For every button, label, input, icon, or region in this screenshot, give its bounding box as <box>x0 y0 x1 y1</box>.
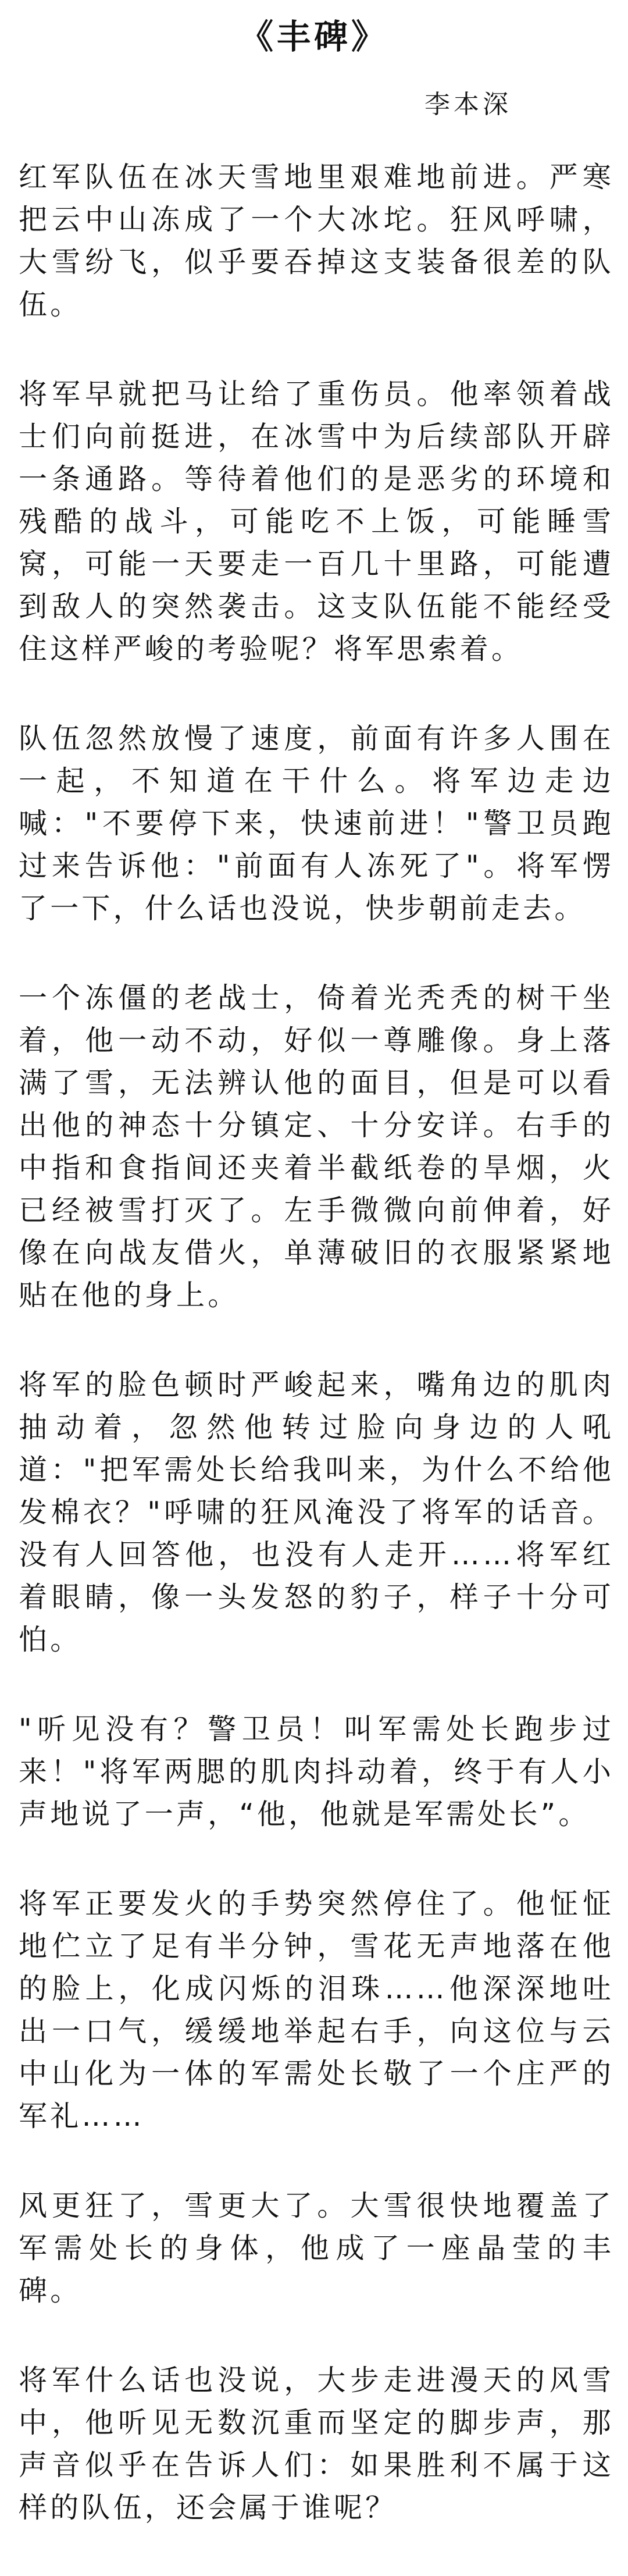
paragraph-5: 将军的脸色顿时严峻起来，嘴角边的肌肉抽动着，忽然他转过脸向身边的人吼道："把军需处长给我叫来，为什么不给他发棉衣？"呼啸的狂风淹没了将军的话音。没有人回答他，也没有人走开……将军红着眼睛，像一头发怒的豹子，样子十分可怕。 <box>19 1368 614 1656</box>
paragraph-9: 将军什么话也没说，大步走进漫天的风雪中，他听见无数沉重而坚定的脚步声，那声音似乎在告诉人们：如果胜利不属于这样的队伍，还会属于谁呢？ <box>19 2364 614 2524</box>
paragraph-7: 将军正要发火的手势突然停住了。他怔怔地伫立了足有半分钟，雪花无声地落在他的脸上，化成闪烁的泪珠……他深深地吐出一口气，缓缓地举起右手，向这位与云中山化为一体的军需处长敬了一个庄严的军礼…… <box>19 1887 614 2133</box>
article-author: 李本深 <box>424 90 512 119</box>
paragraph-1: 红军队伍在冰天雪地里艰难地前进。严寒把云中山冻成了一个大冰坨。狂风呼啸，大雪纷飞，似乎要吞掉这支装备很差的队伍。 <box>19 161 614 321</box>
article-body <box>19 156 614 2576</box>
paragraph-8: 风更狂了，雪更大了。大雪很快地覆盖了军需处长的身体，他成了一座晶莹的丰碑。 <box>19 2189 614 2307</box>
article-title: 《丰碑》 <box>239 17 388 56</box>
paragraph-6: "听见没有？警卫员！叫军需处长跑步过来！"将军两腮的肌肉抖动着，终于有人小声地说了一声，“他，他就是军需处长”。 <box>19 1713 614 1831</box>
paragraph-4: 一个冻僵的老战士，倚着光秃秃的树干坐着，他一动不动，好似一尊雕像。身上落满了雪，无法辨认他的面目，但是可以看出他的神态十分镇定、十分安详。右手的中指和食指间还夹着半截纸卷的旱烟，火已经被雪打灭了。左手微微向前伸着，好像在向战友借火，单薄破旧的衣服紧紧地贴在他的身上。 <box>19 981 614 1312</box>
paragraph-2: 将军早就把马让给了重伤员。他率领着战士们向前挺进，在冰雪中为后续部队开辟一条通路。等待着他们的是恶劣的环境和残酷的战斗，可能吃不上饭，可能睡雪窝，可能一天要走一百几十里路，可能遭到敌人的突然袭击。这支队伍能不能经受住这样严峻的考验呢？将军思索着。 <box>19 378 614 666</box>
paragraph-3: 队伍忽然放慢了速度，前面有许多人围在一起，不知道在干什么。将军边走边喊："不要停下来，快速前进！"警卫员跑过来告诉他："前面有人冻死了"。将军愣了一下，什么话也没说，快步朝前走去。 <box>19 722 614 925</box>
